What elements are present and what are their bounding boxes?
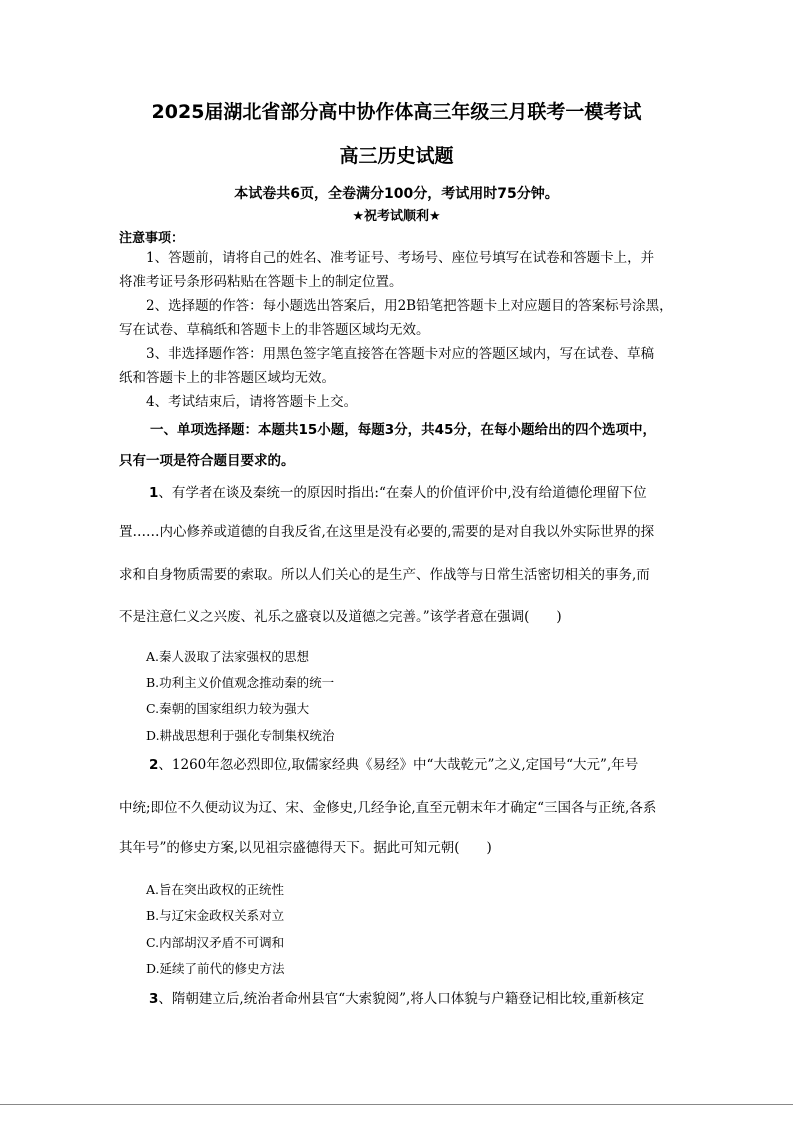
notice-item-2-line2: 写在试卷、草稿纸和答题卡上的非答题区域均无效。: [119, 322, 430, 338]
question-2-text: 、1260年忽必烈即位,取儒家经典《易经》中“大哉乾元”之义,定国号“大元”,年号: [158, 757, 639, 773]
notice-item-1-line1: 1、答题前，请将自己的姓名、准考证号、考场号、座位号填写在试卷和答题卡上，并: [146, 250, 655, 266]
question-2-line2: 中统;即位不久便动议为辽、宋、金修史,几经争论,直至元朝末年才确定“三国各与正统,各系: [119, 800, 657, 816]
notice-item-3-line1: 3、非选择题作答：用黑色签字笔直接答在答题卡对应的答题区域内，写在试卷、草稿: [146, 346, 655, 362]
notice-heading: 注意事项：: [119, 231, 185, 246]
notice-item-3-line2: 纸和答题卡上的非答题区域均无效。: [119, 370, 335, 386]
question-2-option-c: C.内部胡汉矛盾不可调和: [146, 935, 285, 950]
question-3-line1: [149, 987, 644, 1007]
question-1-text: 、有学者在谈及秦统一的原因时指出:“在秦人的价值评价中,没有给道德伦理留下位: [158, 485, 647, 501]
question-2-line3: 其年号”的修史方案,以见祖宗盛德得天下。据此可知元朝( ): [119, 840, 492, 856]
question-3-number: 3: [149, 991, 159, 1007]
question-2-number: 2: [149, 757, 159, 773]
question-2-option-d: D.延续了前代的修史方法: [146, 961, 285, 976]
question-1-option-b: B.功利主义价值观念推动秦的统一: [146, 675, 335, 690]
question-1-option-c: C.秦朝的国家组织力较为强大: [146, 701, 310, 716]
notice-item-2-line1: 2、选择题的作答：每小题选出答案后，用2B铅笔把答题卡上对应题目的答案标号涂黑，: [146, 298, 673, 314]
exam-info: 本试卷共6页，全卷满分100分，考试用时75分钟。: [234, 186, 559, 202]
section-heading-line2: 只有一项是符合题目要求的。: [119, 453, 295, 469]
exam-title: 2025届湖北省部分高中协作体高三年级三月联考一模考试: [151, 101, 642, 123]
subject-title: 高三历史试题: [339, 145, 454, 167]
good-luck-wish: ★祝考试顺利★: [352, 209, 441, 224]
question-3-text: 、隋朝建立后,统治者命州县官“大索貌阅”,将人口体貌与户籍登记相比较,重新核定: [158, 991, 645, 1007]
question-1-line3: 求和自身物质需要的索取。所以人们关心的是生产、作战等与日常生活密切相关的事务,而: [119, 567, 650, 583]
question-2-option-a: A.旨在突出政权的正统性: [146, 882, 285, 897]
question-1-option-d: D.耕战思想利于强化专制集权统治: [146, 728, 335, 743]
question-2-line1: [149, 753, 638, 773]
notice-item-4: 4、考试结束后，请将答题卡上交。: [146, 394, 358, 410]
question-1-line2: 置……内心修养或道德的自我反省,在这里是没有必要的,需要的是对自我以外实际世界的探: [119, 524, 655, 540]
page-bottom-divider: [0, 1104, 793, 1105]
question-2-option-b: B.与辽宋金政权关系对立: [146, 908, 285, 923]
question-1-option-a: A.秦人汲取了法家强权的思想: [146, 649, 310, 664]
section-heading-line1: 一、单项选择题：本题共15小题，每题3分，共45分，在每小题给出的四个选项中，: [150, 422, 656, 438]
notice-item-1-line2: 将准考证号条形码粘贴在答题卡上的制定位置。: [119, 274, 403, 290]
question-1-number: 1: [149, 485, 159, 501]
question-1-line4: 不是注意仁义之兴废、礼乐之盛衰以及道德之完善。”该学者意在强调( ): [119, 609, 562, 625]
question-1-line1: [149, 481, 647, 501]
